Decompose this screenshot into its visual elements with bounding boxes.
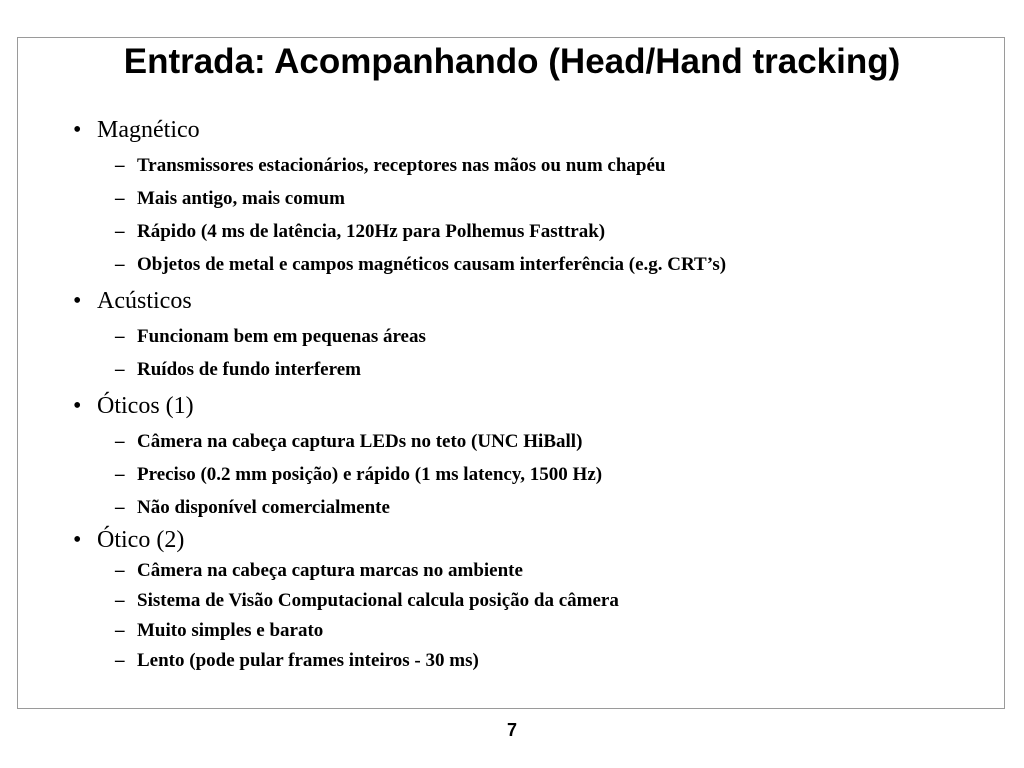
bullet-list — [73, 115, 973, 672]
sub-bullet: – Não disponível comercialmente — [115, 497, 390, 518]
sub-bullet: – Ruídos de fundo interferem — [115, 359, 361, 380]
sub-bullet-text: Ruídos de fundo interferem — [137, 359, 361, 380]
sub-bullet: – Lento (pode pular frames inteiros - 30 ms) — [115, 650, 479, 671]
sub-bullet-text: Muito simples e barato — [137, 620, 324, 641]
sub-bullet: – Funcionam bem em pequenas áreas — [115, 326, 426, 347]
sub-bullet: – Rápido (4 ms de latência, 120Hz para Polhemus Fasttrak) — [115, 221, 606, 242]
sub-bullet-text: Mais antigo, mais comum — [137, 188, 345, 209]
bullet-acusticos: • Acústicos — [73, 286, 973, 316]
page-number: 7 — [506, 720, 517, 740]
sub-bullet: – Câmera na cabeça captura marcas no ambiente — [115, 560, 523, 581]
sub-bullet-text: Câmera na cabeça captura LEDs no teto (UNC HiBall) — [137, 431, 583, 452]
sub-bullet: – Muito simples e barato — [115, 620, 324, 641]
sub-bullet-text: Transmissores estacionários, receptores nas mãos ou num chapéu — [137, 155, 666, 176]
sub-bullet-text: Câmera na cabeça captura marcas no ambiente — [137, 560, 523, 581]
sub-bullet: – Objetos de metal e campos magnéticos causam interferência (e.g. CRT’s) — [115, 254, 727, 275]
sub-bullet-text: Objetos de metal e campos magnéticos causam interferência (e.g. CRT’s) — [137, 254, 727, 275]
sub-bullet: – Transmissores estacionários, receptores nas mãos ou num chapéu — [115, 155, 666, 176]
sub-bullet-text: Lento (pode pular frames inteiros - 30 ms) — [137, 650, 479, 671]
sub-bullet: – Câmera na cabeça captura LEDs no teto (UNC HiBall) — [115, 431, 583, 452]
bullet-otico-2: • Ótico (2) — [73, 525, 973, 555]
sub-bullet-text: Preciso (0.2 mm posição) e rápido (1 ms latency, 1500 Hz) — [137, 464, 603, 485]
sub-bullet: – Preciso (0.2 mm posição) e rápido (1 ms latency, 1500 Hz) — [115, 464, 603, 485]
sub-bullet: – Mais antigo, mais comum — [115, 188, 345, 209]
slide-title: Entrada: Acompanhando (Head/Hand tracking) — [123, 42, 901, 81]
bullet-magnetico: • Magnético — [73, 115, 973, 145]
sub-bullet-text: Sistema de Visão Computacional calcula posição da câmera — [137, 590, 619, 611]
bullet-oticos-1: • Óticos (1) — [73, 391, 973, 421]
sub-bullet-text: Rápido (4 ms de latência, 120Hz para Polhemus Fasttrak) — [137, 221, 606, 242]
sub-bullet: – Sistema de Visão Computacional calcula posição da câmera — [115, 590, 619, 611]
sub-bullet-text: Funcionam bem em pequenas áreas — [137, 326, 426, 347]
sub-bullet-text: Não disponível comercialmente — [137, 497, 390, 518]
